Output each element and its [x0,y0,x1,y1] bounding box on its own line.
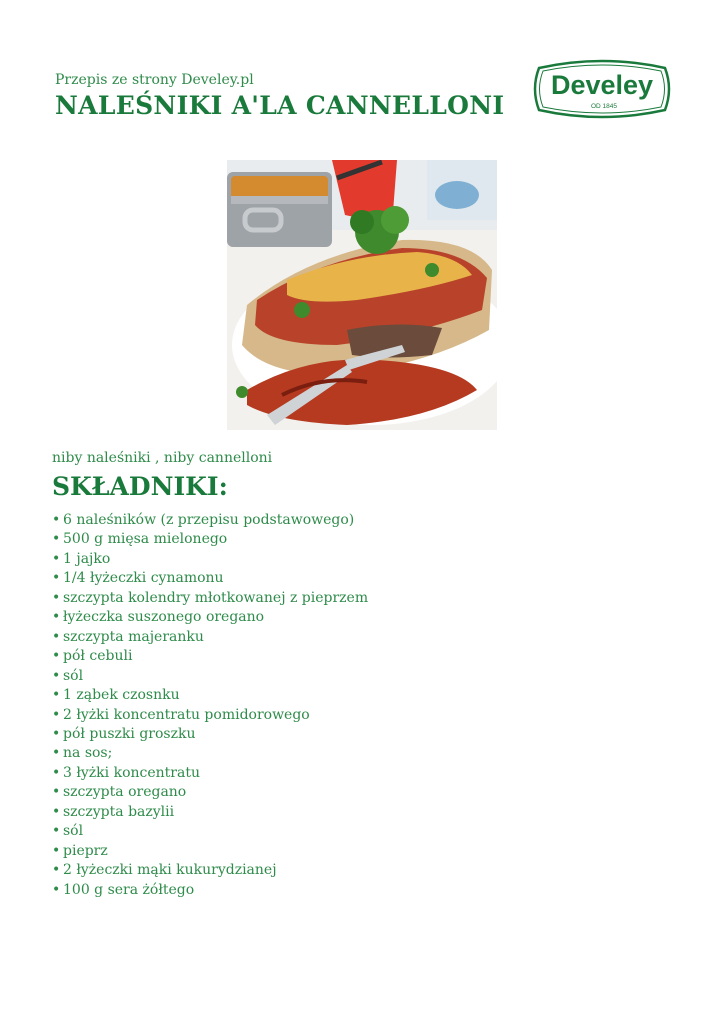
ingredient-item: • 1 ząbek czosnku [52,686,368,705]
ingredient-item: • na sos; [52,744,368,763]
ingredient-item: • 1 jajko [52,550,368,569]
logo-since-text: OD 1845 [590,103,618,110]
ingredient-item: • 6 naleśników (z przepisu podstawowego) [52,511,368,530]
ingredient-item: • 500 g mięsa mielonego [52,530,368,549]
ingredient-item: • szczypta majeranku [52,628,368,647]
ingredients-list [52,511,368,900]
ingredient-item: • pieprz [52,842,368,861]
recipe-title: NALEŚNIKI A'LA CANNELLONI [55,91,505,120]
logo-brand-text: Develey [550,70,654,100]
source-line: Przepis ze strony Develey.pl [55,72,254,88]
ingredient-item: • sól [52,667,368,686]
ingredient-item: • 2 łyżeczki mąki kukurydzianej [52,861,368,880]
ingredient-item: • 1/4 łyżeczki cynamonu [52,569,368,588]
ingredients-heading: SKŁADNIKI: [52,472,228,501]
develey-logo [531,56,673,122]
ingredient-item: • szczypta oregano [52,783,368,802]
ingredient-item: • 100 g sera żółtego [52,881,368,900]
ingredient-item: • szczypta bazylii [52,803,368,822]
ingredient-item: • łyżeczka suszonego oregano [52,608,368,627]
ingredient-item: • pół puszki groszku [52,725,368,744]
ingredient-item: • 3 łyżki koncentratu [52,764,368,783]
dish-photo [227,160,497,430]
ingredient-item: • pół cebuli [52,647,368,666]
ingredient-item: • sól [52,822,368,841]
ingredient-item: • szczypta kolendry młotkowanej z pieprzem [52,589,368,608]
recipe-subtitle: niby naleśniki , niby cannelloni [52,450,273,466]
ingredient-item: • 2 łyżki koncentratu pomidorowego [52,706,368,725]
